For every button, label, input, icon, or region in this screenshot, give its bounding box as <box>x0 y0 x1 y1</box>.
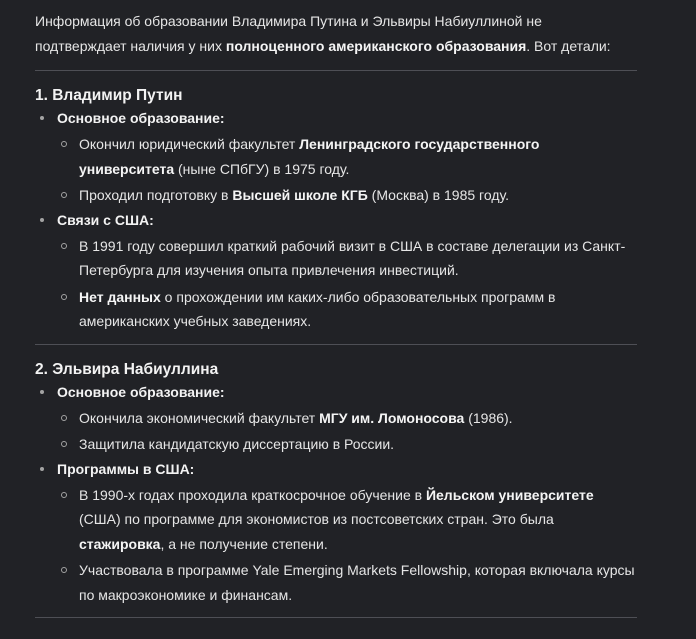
category-title: Связи с США: <box>57 211 154 228</box>
item-text <box>79 436 394 452</box>
sublist <box>57 234 637 334</box>
bold-text: стажировка <box>79 535 161 552</box>
bullet-disc-icon <box>40 390 44 394</box>
intro-bold: полноценного американского образования <box>225 37 527 54</box>
bold-text: Ленинградского государственного университета <box>79 136 540 177</box>
section-list-putin <box>35 106 637 334</box>
bold-text: Высшей школе КГБ <box>232 187 368 203</box>
bullet-circle-icon <box>61 441 67 447</box>
sublist <box>57 483 637 608</box>
bullet-disc-icon <box>40 218 44 222</box>
bullet-circle-icon <box>61 243 67 249</box>
section-heading-putin: 1. Владимир Путин <box>35 87 183 104</box>
sublist-item <box>57 132 637 181</box>
sublist-item <box>57 558 637 607</box>
item-text <box>79 410 513 426</box>
intro-paragraph <box>35 0 637 58</box>
list-item <box>35 106 637 208</box>
category-title: Основное образование: <box>57 110 225 126</box>
divider <box>35 617 637 618</box>
item-text <box>79 187 509 203</box>
list-item <box>35 380 637 457</box>
bullet-circle-icon <box>61 492 67 498</box>
text-run: В 1990-х годах проходила краткосрочное обучение в <box>79 486 426 503</box>
text-run: Окончил юридический факультет <box>79 136 300 152</box>
divider <box>35 70 637 71</box>
text-run: В 1991 году совершил краткий рабочий визит в США в составе делегации из Санкт-Петербурга для изучения опыта привлечения инвестиций. <box>79 237 626 278</box>
bullet-disc-icon <box>40 116 44 120</box>
text-run: Проходил подготовку в <box>79 187 233 203</box>
divider <box>35 344 637 345</box>
sublist <box>57 132 637 208</box>
section-heading-nabiullina: 2. Эльвира Набиуллина <box>35 360 219 378</box>
category-title: Программы в США: <box>57 460 195 477</box>
bullet-circle-icon <box>61 294 67 300</box>
text-run: (США) по программе для экономистов из постсоветских стран. Это была <box>79 511 554 527</box>
intro-text: Информация об образовании Владимира Путина и Эльвиры Набиуллиной не подтверждает наличия у них <box>35 13 542 54</box>
text-run: (ныне СПбГУ) в 1975 году. <box>174 160 350 177</box>
bullet-circle-icon <box>61 415 67 421</box>
text-run: Окончила экономический факультет <box>79 409 320 426</box>
item-text <box>79 562 635 603</box>
sublist <box>57 406 637 457</box>
bold-text: Нет данных <box>79 288 161 305</box>
bullet-disc-icon <box>40 467 44 471</box>
text-run: Участвовала в программе Yale Emerging Markets Fellowship, которая включала курсы по макроэкономике и финансам. <box>79 562 635 603</box>
intro-text-end: . Вот детали: <box>526 37 611 54</box>
sublist-item <box>57 483 637 557</box>
sublist-item <box>57 183 637 208</box>
item-text <box>79 289 555 330</box>
bullet-circle-icon <box>61 567 67 573</box>
sublist-item <box>57 432 637 457</box>
text-run: о прохождении им каких-либо образовательных программ в американских учебных заведениях. <box>79 288 556 329</box>
bullet-circle-icon <box>61 192 67 198</box>
list-item <box>35 208 637 334</box>
text-run: (1986). <box>464 409 513 426</box>
item-text <box>79 136 539 177</box>
category-title: Основное образование: <box>57 383 225 400</box>
text-run: Защитила кандидатскую диссертацию в России. <box>79 436 395 452</box>
list-item <box>35 457 637 608</box>
text-run: , а не получение степени. <box>160 535 328 552</box>
sublist-item <box>57 234 637 283</box>
bold-text: МГУ им. Ломоносова <box>319 409 465 426</box>
sublist-item <box>57 406 637 431</box>
item-text <box>79 487 594 552</box>
item-text <box>79 238 625 279</box>
bullet-circle-icon <box>61 141 67 147</box>
section-list-nabiullina <box>35 380 637 608</box>
sublist-item <box>57 285 637 334</box>
text-run: (Москва) в 1985 году. <box>367 187 509 203</box>
bold-text: Йельском университете <box>425 486 594 503</box>
